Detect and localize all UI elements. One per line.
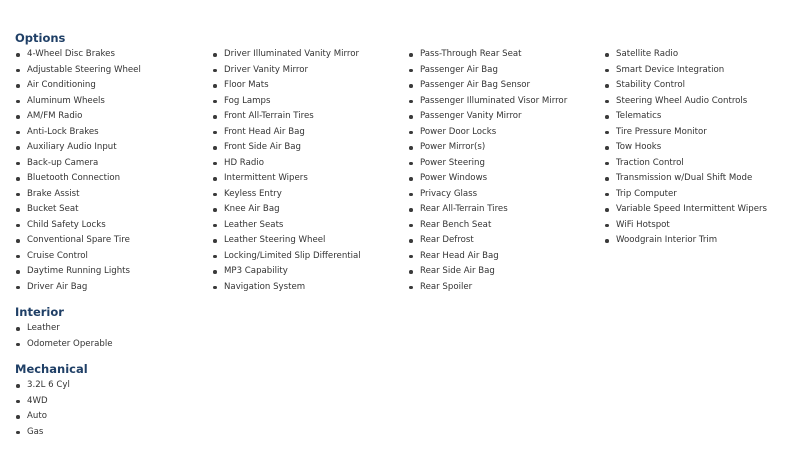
list-item xyxy=(604,202,767,218)
list-item xyxy=(604,140,767,156)
bullet-icon xyxy=(409,270,413,274)
list-item-label: Power Mirror(s) xyxy=(420,142,486,152)
bullet-icon xyxy=(605,208,609,212)
bullet-icon xyxy=(16,270,20,274)
list-item-label: Passenger Illuminated Visor Mirror xyxy=(420,95,568,106)
list-item xyxy=(15,156,141,172)
bullet-icon xyxy=(409,162,413,166)
list-item xyxy=(408,140,567,156)
list-item xyxy=(212,109,361,125)
list-item xyxy=(15,47,141,63)
list-item-label: Anti-Lock Brakes xyxy=(27,126,99,137)
bullet-icon xyxy=(16,177,20,181)
list-item-label: Aluminum Wheels xyxy=(27,95,105,106)
list-item-label: Child Safety Locks xyxy=(27,219,106,230)
bullet-icon xyxy=(16,431,20,435)
bullet-icon xyxy=(16,84,20,88)
list-item xyxy=(15,264,141,280)
list-item xyxy=(15,140,141,156)
list-item xyxy=(15,321,113,337)
list-item-label: Traction Control xyxy=(616,157,684,168)
bullet-icon xyxy=(16,224,20,228)
list-item-label: Front All-Terrain Tires xyxy=(224,111,314,121)
list-item-label: Power Door Locks xyxy=(420,126,497,137)
list-item xyxy=(15,425,70,441)
list-item xyxy=(604,156,767,172)
list-item xyxy=(604,63,767,79)
bullet-icon xyxy=(605,84,609,88)
options-list xyxy=(15,47,767,297)
list-item xyxy=(15,280,141,296)
bullet-icon xyxy=(605,69,609,73)
list-item xyxy=(408,78,567,94)
bullet-icon xyxy=(213,84,217,88)
list-item-label: Variable Speed Intermittent Wipers xyxy=(616,204,767,214)
list-item-label: Knee Air Bag xyxy=(224,204,280,214)
list-item xyxy=(15,63,141,79)
list-item xyxy=(15,187,141,203)
bullet-icon xyxy=(605,239,609,243)
list-item-label: Rear Side Air Bag xyxy=(420,266,495,276)
bullet-icon xyxy=(213,177,217,181)
list-item-label: Smart Device Integration xyxy=(616,64,725,75)
list-item xyxy=(15,337,113,353)
bullet-icon xyxy=(213,286,217,290)
list-item xyxy=(15,94,141,110)
bullet-icon xyxy=(605,146,609,150)
interior-heading: Interior xyxy=(15,305,64,319)
list-item xyxy=(15,233,141,249)
list-item xyxy=(212,218,361,234)
list-item-label: Back-up Camera xyxy=(27,157,99,168)
bullet-icon xyxy=(605,224,609,228)
interior-column xyxy=(15,321,113,352)
bullet-icon xyxy=(409,286,413,290)
list-item xyxy=(408,171,567,187)
list-item-label: Locking/Limited Slip Differential xyxy=(224,250,361,261)
options-column xyxy=(408,47,567,295)
list-item-label: Daytime Running Lights xyxy=(27,266,130,276)
list-item xyxy=(15,378,70,394)
list-item-label: Driver Air Bag xyxy=(27,281,88,292)
bullet-icon xyxy=(409,84,413,88)
list-item xyxy=(15,202,141,218)
list-item-label: Woodgrain Interior Trim xyxy=(616,235,718,245)
list-item xyxy=(408,94,567,110)
list-item xyxy=(604,109,767,125)
list-item-label: Tow Hooks xyxy=(616,142,662,152)
list-item xyxy=(408,264,567,280)
list-item xyxy=(408,202,567,218)
bullet-icon xyxy=(16,415,20,419)
list-item xyxy=(212,47,361,63)
list-item-label: Driver Vanity Mirror xyxy=(224,64,308,75)
list-item-label: Conventional Spare Tire xyxy=(27,235,130,245)
list-item-label: Intermittent Wipers xyxy=(224,173,308,183)
list-item-label: Cruise Control xyxy=(27,250,88,261)
list-item-label: Leather xyxy=(27,323,60,333)
bullet-icon xyxy=(605,193,609,197)
mechanical-column xyxy=(15,378,70,440)
list-item-label: Telematics xyxy=(616,111,662,121)
bullet-icon xyxy=(409,146,413,150)
list-item-label: Floor Mats xyxy=(224,80,269,90)
list-item xyxy=(15,409,70,425)
list-item xyxy=(212,63,361,79)
bullet-icon xyxy=(409,224,413,228)
list-item xyxy=(15,109,141,125)
list-item-label: Power Windows xyxy=(420,173,488,183)
list-item-label: Front Head Air Bag xyxy=(224,126,305,137)
bullet-icon xyxy=(605,53,609,57)
bullet-icon xyxy=(605,115,609,119)
list-item-label: Rear All-Terrain Tires xyxy=(420,204,508,214)
list-item xyxy=(15,171,141,187)
list-item xyxy=(15,218,141,234)
list-item-label: Navigation System xyxy=(224,281,306,292)
bullet-icon xyxy=(16,327,20,331)
list-item xyxy=(604,233,767,249)
list-item-label: 4WD xyxy=(27,395,48,406)
list-item xyxy=(408,249,567,265)
bullet-icon xyxy=(213,100,217,104)
list-item-label: WiFi Hotspot xyxy=(616,219,670,230)
list-item xyxy=(604,171,767,187)
list-item xyxy=(212,202,361,218)
list-item xyxy=(408,63,567,79)
list-item-label: Auto xyxy=(27,411,47,421)
options-section xyxy=(15,30,767,297)
bullet-icon xyxy=(213,239,217,243)
list-item-label: Privacy Glass xyxy=(420,188,478,199)
bullet-icon xyxy=(16,343,20,347)
bullet-icon xyxy=(213,270,217,274)
list-item-label: Rear Head Air Bag xyxy=(420,250,499,261)
bullet-icon xyxy=(16,131,20,135)
options-column xyxy=(15,47,141,295)
list-item-label: Front Side Air Bag xyxy=(224,142,301,152)
list-item-label: Keyless Entry xyxy=(224,188,282,199)
list-item-label: Bucket Seat xyxy=(27,204,79,214)
list-item-label: Fog Lamps xyxy=(224,95,271,106)
options-column xyxy=(604,47,767,249)
bullet-icon xyxy=(213,131,217,135)
bullet-icon xyxy=(16,115,20,119)
mechanical-heading: Mechanical xyxy=(15,362,88,376)
interior-section xyxy=(15,304,113,349)
list-item-label: Auxiliary Audio Input xyxy=(27,142,117,152)
bullet-icon xyxy=(16,69,20,73)
bullet-icon xyxy=(409,69,413,73)
bullet-icon xyxy=(16,255,20,259)
list-item-label: Driver Illuminated Vanity Mirror xyxy=(224,49,360,59)
list-item-label: Satellite Radio xyxy=(616,49,679,59)
list-item-label: Passenger Vanity Mirror xyxy=(420,111,522,121)
bullet-icon xyxy=(409,239,413,243)
list-item-label: Adjustable Steering Wheel xyxy=(27,64,141,75)
list-item-label: Rear Defrost xyxy=(420,235,474,245)
list-item-label: Pass-Through Rear Seat xyxy=(420,49,522,59)
bullet-icon xyxy=(409,255,413,259)
list-item xyxy=(212,280,361,296)
list-item-label: 3.2L 6 Cyl xyxy=(27,380,70,390)
list-item xyxy=(604,94,767,110)
list-item xyxy=(408,109,567,125)
list-item xyxy=(408,125,567,141)
list-item xyxy=(604,187,767,203)
bullet-icon xyxy=(409,208,413,212)
list-item xyxy=(604,78,767,94)
bullet-icon xyxy=(605,162,609,166)
bullet-icon xyxy=(409,53,413,57)
list-item-label: Leather Seats xyxy=(224,219,284,230)
list-item xyxy=(408,233,567,249)
bullet-icon xyxy=(16,208,20,212)
list-item-label: Bluetooth Connection xyxy=(27,173,121,183)
list-item xyxy=(212,156,361,172)
bullet-icon xyxy=(16,53,20,57)
list-item-label: Tire Pressure Monitor xyxy=(616,126,707,137)
mechanical-section xyxy=(15,361,88,437)
bullet-icon xyxy=(213,69,217,73)
list-item xyxy=(604,125,767,141)
list-item-label: Rear Bench Seat xyxy=(420,219,492,230)
bullet-icon xyxy=(16,193,20,197)
bullet-icon xyxy=(409,131,413,135)
bullet-icon xyxy=(16,100,20,104)
bullet-icon xyxy=(16,400,20,404)
bullet-icon xyxy=(213,193,217,197)
list-item-label: Power Steering xyxy=(420,157,485,168)
bullet-icon xyxy=(16,239,20,243)
bullet-icon xyxy=(409,193,413,197)
list-item xyxy=(408,218,567,234)
list-item xyxy=(212,140,361,156)
list-item xyxy=(604,47,767,63)
bullet-icon xyxy=(213,53,217,57)
list-item xyxy=(212,125,361,141)
list-item xyxy=(212,264,361,280)
bullet-icon xyxy=(409,177,413,181)
list-item xyxy=(212,233,361,249)
list-item xyxy=(15,78,141,94)
list-item-label: Air Conditioning xyxy=(27,80,96,90)
list-item-label: Passenger Air Bag xyxy=(420,64,498,75)
bullet-icon xyxy=(213,255,217,259)
bullet-icon xyxy=(213,208,217,212)
list-item xyxy=(408,156,567,172)
list-item-label: Brake Assist xyxy=(27,188,80,199)
bullet-icon xyxy=(605,100,609,104)
list-item xyxy=(212,249,361,265)
bullet-icon xyxy=(16,162,20,166)
bullet-icon xyxy=(605,131,609,135)
bullet-icon xyxy=(605,177,609,181)
list-item-label: Odometer Operable xyxy=(27,338,113,349)
options-heading: Options xyxy=(15,31,66,45)
list-item-label: Leather Steering Wheel xyxy=(224,235,326,245)
list-item xyxy=(212,94,361,110)
bullet-icon xyxy=(409,100,413,104)
list-item-label: HD Radio xyxy=(224,157,264,168)
list-item-label: 4-Wheel Disc Brakes xyxy=(27,49,115,59)
bullet-icon xyxy=(213,224,217,228)
options-column xyxy=(212,47,361,295)
bullet-icon xyxy=(16,286,20,290)
list-item xyxy=(212,187,361,203)
list-item-label: Rear Spoiler xyxy=(420,281,473,292)
list-item-label: Gas xyxy=(27,426,44,437)
list-item-label: Transmission w/Dual Shift Mode xyxy=(616,173,753,183)
bullet-icon xyxy=(16,384,20,388)
list-item-label: MP3 Capability xyxy=(224,266,288,276)
bullet-icon xyxy=(213,115,217,119)
bullet-icon xyxy=(213,162,217,166)
list-item-label: Passenger Air Bag Sensor xyxy=(420,80,531,90)
bullet-icon xyxy=(409,115,413,119)
bullet-icon xyxy=(16,146,20,150)
list-item xyxy=(15,394,70,410)
bullet-icon xyxy=(213,146,217,150)
list-item xyxy=(408,187,567,203)
list-item-label: Stability Control xyxy=(616,80,685,90)
list-item-label: Trip Computer xyxy=(616,188,677,199)
list-item xyxy=(408,47,567,63)
list-item-label: Steering Wheel Audio Controls xyxy=(616,95,748,106)
list-item xyxy=(15,249,141,265)
list-item xyxy=(15,125,141,141)
list-item-label: AM/FM Radio xyxy=(27,111,83,121)
list-item xyxy=(604,218,767,234)
list-item xyxy=(408,280,567,296)
list-item xyxy=(212,78,361,94)
list-item xyxy=(212,171,361,187)
